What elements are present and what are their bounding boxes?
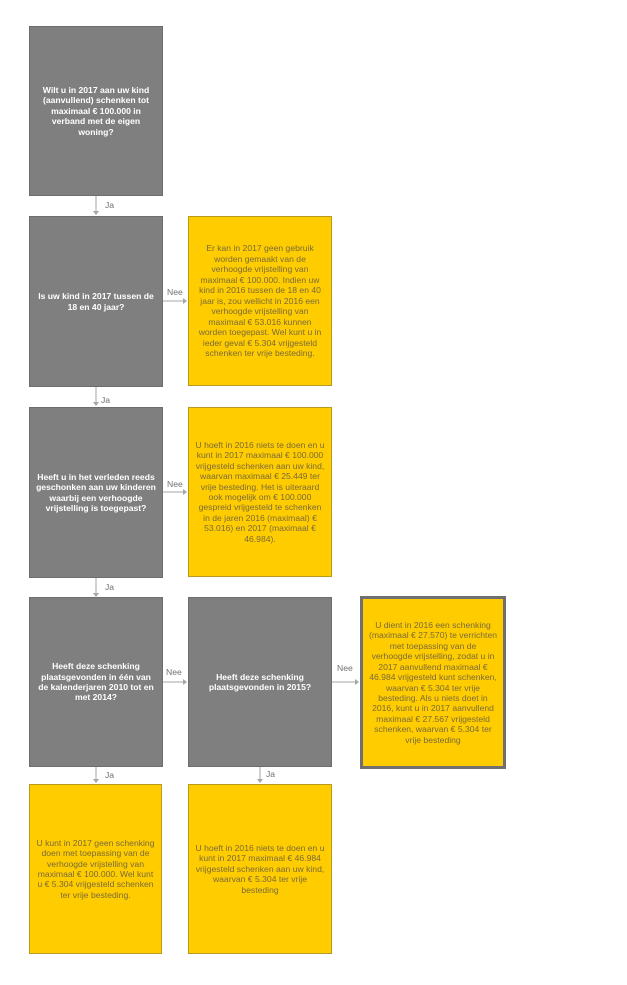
no-label-1: Nee [167,287,183,297]
question-text-5: Heeft deze schenking plaatsgevonden in 2015? [208,671,312,692]
question-box-4 [29,597,163,767]
no-label-3: Nee [166,667,182,677]
no-label-4: Nee [337,663,353,673]
question-box-5 [188,597,332,767]
answer-text-2: Er kan in 2017 geen gebruik worden gemaakt van de verhoogde vrijstelling van maximaal € 100.000. Indien uw kind in 2016 tussen de 18 en 40 jaar is, zou wellicht in 2016 een verhoogde vrijstelling van maximaal € 53.016 kunnen worden toegepast. Wel kunt u in ieder geval € 5.304 vrijgesteld schenken ter vrije besteding. [198,243,322,359]
question-text-3: Heeft u in het verleden reeds geschonken aan uw kinderen waarbij een verhoogde vrijstelling is toegepast? [36,471,156,513]
question-box-3 [29,407,163,578]
yes-label-4: Ja [105,770,115,780]
question-text-1: Wilt u in 2017 aan uw kind (aanvullend) schenken tot maximaal € 100.000 in verband met de eigen woning? [42,84,150,137]
yes-label-2: Ja [101,395,111,405]
question-text-4: Heeft deze schenking plaatsgevonden in één van de kalenderjaren 2010 tot en met 2014? [38,661,154,703]
yes-label-5: Ja [266,769,276,779]
question-box-1 [29,26,163,196]
answer-text-6: U hoeft in 2016 niets te doen en u kunt in 2017 maximaal € 46.984 vrijgesteld schenken aan uw kind, waarvan € 5.304 ter vrije besteding [195,842,325,895]
question-box-2 [29,216,163,387]
answer-box-6 [188,784,332,954]
yes-label-3: Ja [105,582,115,592]
answer-box-5 [360,596,506,769]
answer-text-5: U dient in 2016 een schenking (maximaal € 27.570) te verrichten met toepassing van de verhoogde vrijstelling, zodat u in 2017 aanvullend maximaal € 46.984 vrijgesteld kunt schenken, waarvan € 5.304 ter vrije besteding. Als u niets doet in 2016, kunt u in 2017 aanvullend maximaal € 27.567 vrijgesteld schenken, waarvan € 5.304 ter vrije besteding [369,619,498,745]
answer-text-4: U kunt in 2017 geen schenking doen met toepassing van de verhoogde vrijstelling van maximaal € 100.000. Wel kunt u € 5.304 vrijgesteld schenken ter vrije besteding. [36,837,155,900]
answer-box-3 [188,407,332,577]
answer-box-2 [188,216,332,386]
question-text-2: Is uw kind in 2017 tussen de 18 en 40 jaar? [38,291,154,312]
no-label-2: Nee [167,479,183,489]
answer-box-4 [29,784,162,954]
yes-label-1: Ja [105,200,115,210]
answer-text-3: U hoeft in 2016 niets te doen en u kunt in 2017 maximaal € 100.000 vrijgesteld schenken aan uw kind, waarvan maximaal € 25.449 ter vrije besteding. Het is uiteraard ook mogelijk om € 100.000 gespreid vrijgesteld te schenken in de jaren 2016 (maximaal) € 53.016) en 2017 (maximaal € 46.984). [195,439,325,544]
